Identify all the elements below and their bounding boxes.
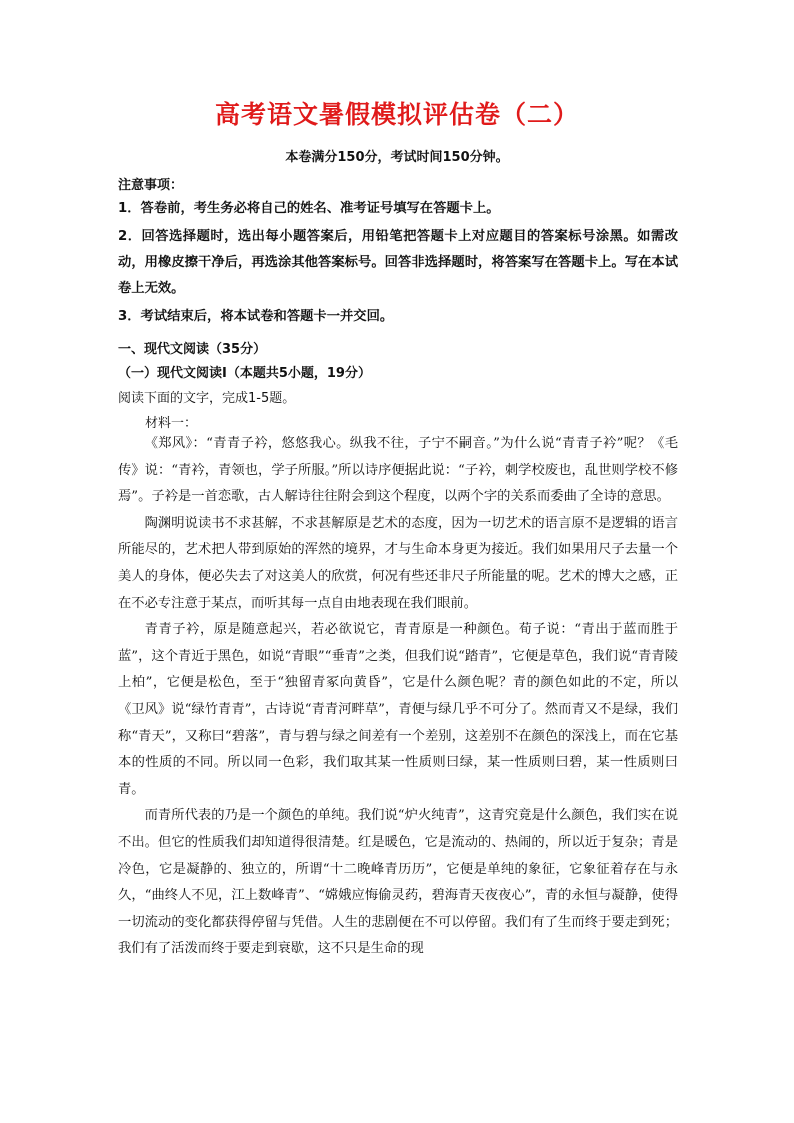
exam-subtitle: 本卷满分150分，考试时间150分钟。	[285, 150, 509, 165]
note-item-2: 2．回答选择题时，选出每小题答案后，用铅笔把答题卡上对应题目的答案标号涂黑。如需改动，用橡皮擦干净后，再选涂其他答案标号。回答非选择题时，将答案写在答题卡上。写在本试卷上无效。	[118, 229, 678, 296]
section-heading: 一、现代文阅读（35分）	[118, 342, 267, 357]
reading-passage	[118, 431, 678, 963]
note-item-3: 3．考试结束后，将本试卷和答题卡一并交回。	[118, 309, 394, 324]
exam-title: 高考语文暑假模拟评估卷（二）	[214, 100, 579, 129]
note-item-1: 1．答卷前，考生务必将自己的姓名、准考证号填写在答题卡上。	[118, 201, 500, 216]
passage-paragraph-4: 而青所代表的乃是一个颜色的单纯。我们说“炉火纯青”，这青究竟是什么颜色，我们实在说不出。但它的性质我们却知道得很清楚。红是暖色，它是流动的、热闹的，所以近于复杂；青是冷色，它是凝静的、独立的，所谓“十二晚峰青历历”，它便是单纯的象征，它象征着存在与永久，“曲终人不见，江上数峰青”、“嫦娥应悔偷灵药，碧海青天夜夜心”，青的永恒与凝静，使得一切流动的变化都获得停留与凭借。人生的悲剧便在不可以停留。我们有了生而终于要走到死；我们有了活泼而终于要走到衰歇，这不只是生命的现	[118, 808, 678, 957]
section-instruction: 阅读下面的文字，完成1-5题。	[118, 391, 296, 406]
passage-paragraph-2: 陶渊明说读书不求甚解，不求甚解原是艺术的态度，因为一切艺术的语言原不是逻辑的语言所能尽的，艺术把人带到原始的浑然的境界，才与生命本身更为接近。我们如果用尺子去量一个美人的身体，便必失去了对这美人的欣赏，何况有些还非尺子所能量的呢。艺术的博大之感，正在不必专注意于某点，而听其每一点自由地表现在我们眼前。	[118, 515, 678, 611]
passage-paragraph-3: 青青子衿，原是随意起兴，若必欲说它，青青原是一种颜色。荀子说：“青出于蓝而胜于蓝”，这个青近于黑色，如说“青眼”“垂青”之类，但我们说“踏青”，它便是草色，我们说“青青陵上柏”，它便是松色，至于“独留青冢向黄昏”，它是什么颜色呢？青的颜色如此的不定，所以《卫风》说“绿竹青青”，古诗说“青青河畔草”，青便与绿几乎不可分了。然而青又不是绿，我们称“青天”，又称曰“碧落”，青与碧与绿之间差有一个差别，这差别不在颜色的深浅上，而在它基本的性质的不同。所以同一色彩，我们取其某一性质则曰绿，某一性质则曰碧，某一性质则曰青。	[118, 622, 678, 797]
section-subheading: （一）现代文阅读Ⅰ（本题共5小题，19分）	[118, 366, 371, 381]
notes-list	[118, 196, 678, 330]
notes-heading: 注意事项：	[118, 178, 184, 193]
material-label: 材料一：	[145, 416, 198, 431]
passage-paragraph-1: 《郑风》：“青青子衿，悠悠我心。纵我不往，子宁不嗣音。”为什么说“青青子衿”呢？《毛传》说：“青衿，青领也，学子所服。”所以诗序便据此说：“子衿，刺学校废也，乱世则学校不修焉”。子衿是一首恋歌，古人解诗往往附会到这个程度，以两个字的关系而委曲了全诗的意思。	[118, 436, 678, 505]
